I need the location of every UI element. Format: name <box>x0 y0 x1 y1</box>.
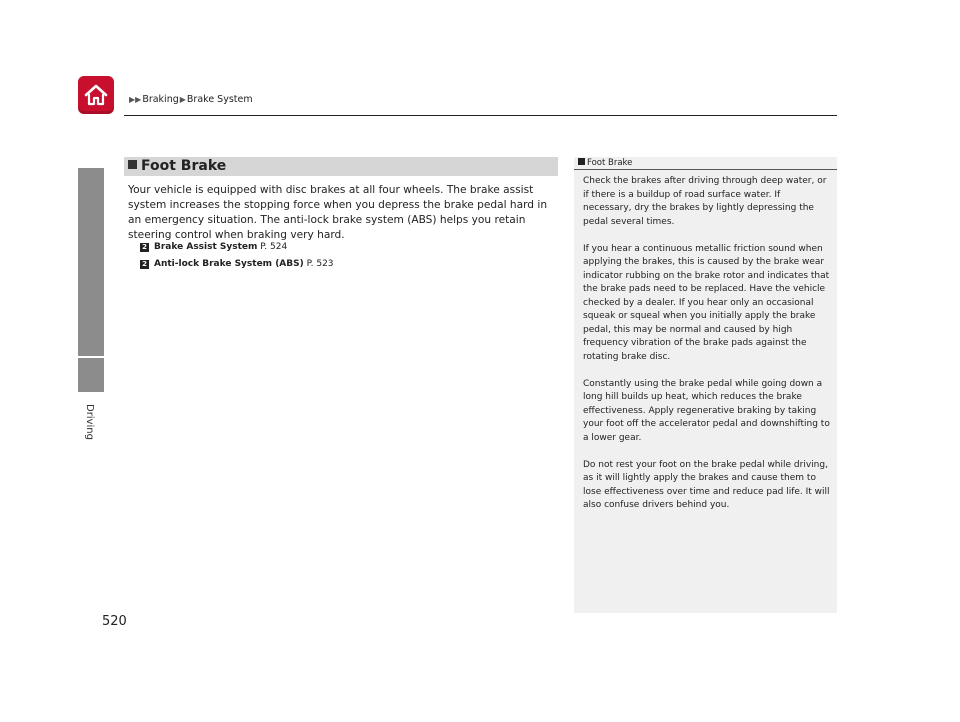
section-body: Your vehicle is equipped with disc brakes at all four wheels. The brake assist system increases the stopping force when you depress the brake pedal hard in an emergency situation. The anti-lock brake system (ABS) helps you retain steering control when braking very hard. <box>128 184 548 241</box>
breadcrumb-item-braking[interactable]: Braking <box>142 94 179 105</box>
reference-link-abs[interactable]: 2 Anti-lock Brake System (ABS) P. 523 <box>140 259 334 269</box>
note-paragraph: Constantly using the brake pedal while going down a long hill builds up heat, which reduces the brake effectiveness. Apply regenerative braking by taking your foot off the accelerator pedal and downshifting to a lower gear. <box>583 378 830 443</box>
home-button[interactable] <box>78 76 114 114</box>
breadcrumb <box>128 94 253 105</box>
chapter-tab <box>78 168 104 356</box>
breadcrumb-item-brake-system[interactable]: Brake System <box>186 94 253 105</box>
play-arrow-icon: ▶▶ <box>129 95 142 104</box>
note-paragraph: Check the brakes after driving through deep water, or if there is a buildup of road surface water. If necessary, dry the brakes by lightly depressing the pedal several times. <box>583 176 827 227</box>
page-reference-icon: 2 <box>140 260 149 269</box>
chapter-label: Driving <box>84 404 95 440</box>
note-body <box>583 175 831 526</box>
home-icon <box>82 81 110 109</box>
header-rule <box>124 115 837 116</box>
play-arrow-icon: ▶ <box>179 95 186 104</box>
page-reference-icon: 2 <box>140 243 149 252</box>
note-paragraph: Do not rest your foot on the brake pedal while driving, as it will lightly apply the brakes and cause them to lose effectiveness over time and reduce pad life. It will also confuse drivers behind you. <box>583 459 830 510</box>
section-title: Foot Brake <box>128 158 226 174</box>
chapter-tab-active[interactable] <box>78 358 104 392</box>
note-bullet-icon <box>578 158 585 165</box>
reference-link-brake-assist[interactable]: 2 Brake Assist System P. 524 <box>140 242 287 252</box>
page-number: 520 <box>102 614 127 629</box>
note-title: Foot Brake <box>578 158 632 168</box>
note-paragraph: If you hear a continuous metallic friction sound when applying the brakes, this is caused by the brake wear indicator rubbing on the brake rotor and indicates that the brake pads need to be replaced. Have the vehicle checked by a dealer. If you hear only an occasional squeak or squeal when you initially apply the brake pedal, this may be normal and caused by high frequency vibration of the brake pads against the rotating brake disc. <box>583 243 830 362</box>
section-square-icon <box>128 160 137 169</box>
